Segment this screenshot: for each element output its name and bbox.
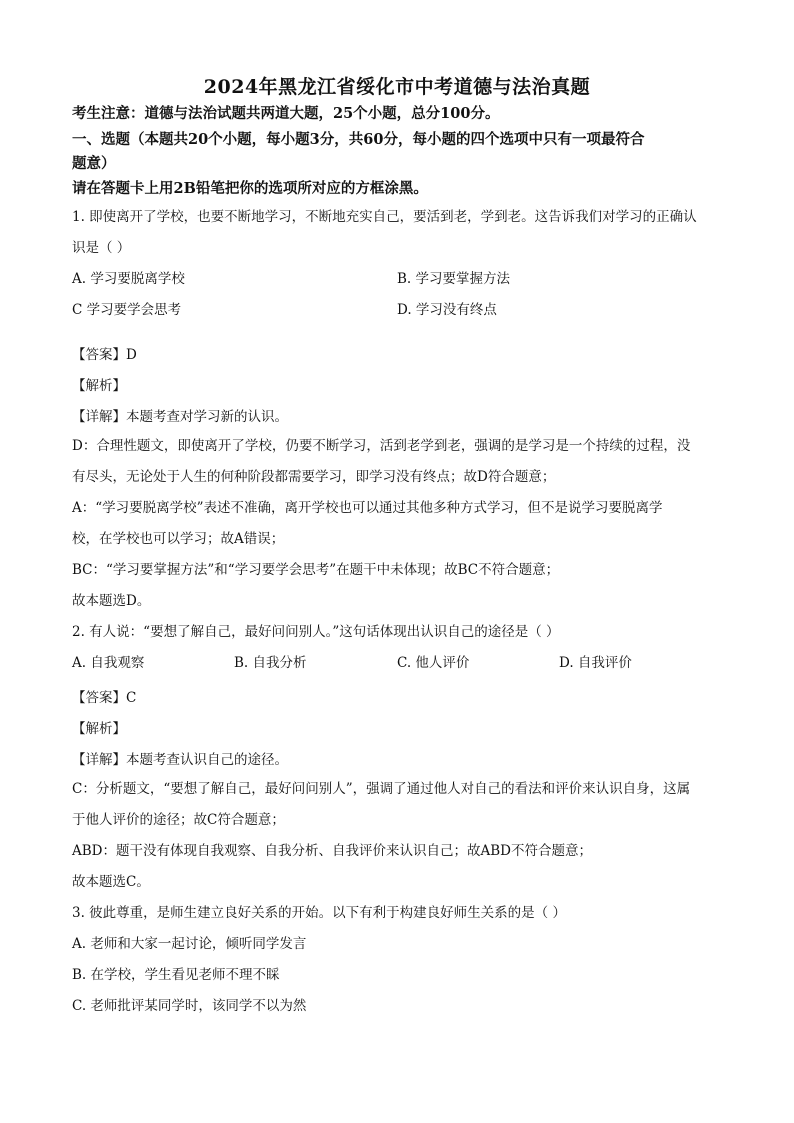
q1-stem-line2: 识是（ ） bbox=[72, 240, 131, 256]
q2-explanation-line: C：分析题文，“要想了解自己，最好问问别人”，强调了通过他人对自己的看法和评价来认识自身，这属 bbox=[72, 781, 691, 797]
section1-heading-line1: 一、选题（本题共20个小题，每小题3分，共60分，每小题的四个选项中只有一项最符合 bbox=[72, 131, 645, 148]
q2-option-b: B. 自我分析 bbox=[234, 655, 307, 671]
q1-explanation-line: 校，在学校也可以学习；故A错误； bbox=[72, 531, 285, 547]
q1-explanation-line: 有尽头，无论处于人生的何种阶段都需要学习，即学习没有终点；故D符合题意； bbox=[72, 469, 556, 485]
q1-explanation-line: D：合理性题文，即使离开了学校，仍要不断学习，活到老学到老，强调的是学习是一个持续的过程，没 bbox=[72, 438, 691, 454]
page-title: 2024年黑龙江省绥化市中考道德与法治真题 bbox=[203, 76, 591, 98]
q2-analysis-label: 【解析】 bbox=[72, 721, 126, 737]
q2-answer: 【答案】C bbox=[72, 690, 137, 706]
q1-option-a: A. 学习要脱离学校 bbox=[72, 271, 185, 287]
q2-option-a: A. 自我观察 bbox=[72, 655, 145, 671]
exam-notice: 考生注意：道德与法治试题共两道大题，25个小题，总分100分。 bbox=[72, 105, 500, 122]
q2-option-c: C. 他人评价 bbox=[397, 655, 470, 671]
q1-detail: 【详解】本题考查对学习新的认识。 bbox=[72, 409, 288, 425]
section1-instruction: 请在答题卡上用2B铅笔把你的选项所对应的方框涂黑。 bbox=[72, 180, 428, 197]
q1-explanation-line: 故本题选D。 bbox=[72, 593, 151, 609]
q3-option-b: B. 在学校，学生看见老师不理不睬 bbox=[72, 967, 280, 983]
q1-option-d: D. 学习没有终点 bbox=[397, 302, 497, 318]
q1-explanation-line: BC：“学习要掌握方法”和“学习要学会思考”在题干中未体现；故BC不符合题意； bbox=[72, 562, 560, 578]
q1-option-c: C 学习要学会思考 bbox=[72, 302, 182, 318]
q2-explanation-line: 故本题选C。 bbox=[72, 874, 150, 890]
q3-stem: 3. 彼此尊重，是师生建立良好关系的开始。以下有利于构建良好师生关系的是（ ） bbox=[72, 905, 566, 921]
q1-analysis-label: 【解析】 bbox=[72, 378, 126, 394]
q2-stem: 2. 有人说：“要想了解自己，最好问问别人。”这句话体现出认识自己的途径是（ ） bbox=[72, 624, 560, 640]
q2-explanation-line: ABD：题干没有体现自我观察、自我分析、自我评价来认识自己；故ABD不符合题意； bbox=[72, 843, 592, 859]
q2-detail: 【详解】本题考查认识自己的途径。 bbox=[72, 752, 288, 768]
section1-heading-line2: 题意） bbox=[72, 155, 116, 172]
q1-answer: 【答案】D bbox=[72, 347, 137, 363]
q3-option-a: A. 老师和大家一起讨论，倾听同学发言 bbox=[72, 936, 307, 952]
q1-option-b: B. 学习要掌握方法 bbox=[397, 271, 511, 287]
q2-explanation-line: 于他人评价的途径；故C符合题意； bbox=[72, 812, 285, 828]
q2-option-d: D. 自我评价 bbox=[559, 655, 632, 671]
q3-option-c: C. 老师批评某同学时，该同学不以为然 bbox=[72, 998, 307, 1014]
q1-stem-line1: 1. 即使离开了学校，也要不断地学习，不断地充实自己，要活到老，学到老。这告诉我们对学习的正确认 bbox=[72, 209, 697, 225]
q1-explanation-line: A：“学习要脱离学校”表述不准确，离开学校也可以通过其他多种方式学习，但不是说学习要脱离学 bbox=[72, 500, 663, 516]
